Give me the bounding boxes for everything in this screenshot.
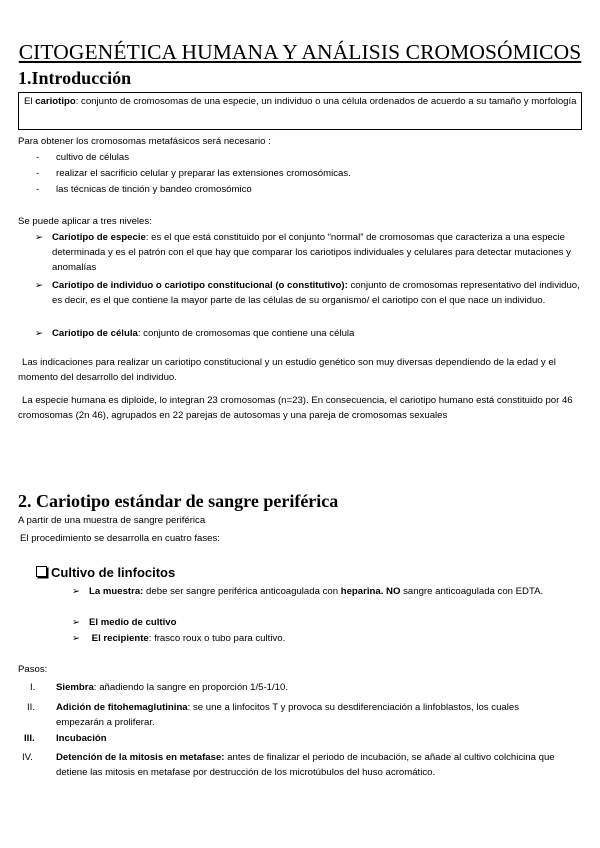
list-item: cultivo de células [56, 152, 130, 163]
phase-heading: Cultivo de linfocitos [36, 565, 175, 580]
list-item: Detención de la mitosis en metafase: antes de finalizar el periodo de incubación, se añade al cultivo colchicina que detiene las mitosis en metafase por destrucción de los microtúbulos del huso acromático. [56, 752, 555, 778]
definition-text: El cariotipo: conjunto de cromosomas de una especie, un individuo o una célula ordenados de acuerdo a su tamaño y morfología [24, 96, 577, 107]
section-1-heading: 1.Introducción [18, 68, 132, 88]
dash-marker: - [36, 168, 40, 179]
arrow-bullet-icon: ➢ [35, 328, 44, 339]
steps-label: Pasos: [18, 664, 48, 675]
section-2-procedure: El procedimiento se desarrolla en cuatro fases: [20, 533, 220, 544]
definition-term: cariotipo [35, 96, 76, 107]
section-2-heading: 2. Cariotipo estándar de sangre periférica [18, 491, 339, 511]
list-item: Incubación [56, 733, 107, 744]
paragraph-diploid: La especie humana es diploide, lo integran 23 cromosomas (n=23). En consecuencia, el cariotipo humano está constituido por 46 cromosomas (2n 46), agrupados en 22 parejas de autosomas y una pareja de cromosomas sexuales [18, 395, 573, 421]
list-item: Cariotipo de individuo o cariotipo constitucional (o constitutivo): conjunto de cromosomas representativo del individuo, es decir, es el que contiene la mayor parte de las células de su organismo/ el cariotipo con el que nace un individuo. [52, 280, 580, 306]
arrow-bullet-icon: ➢ [35, 232, 44, 243]
arrow-bullet-icon: ➢ [35, 280, 44, 291]
numeral: II. [27, 702, 35, 713]
list-item: El medio de cultivo [89, 617, 177, 628]
dash-marker: - [36, 184, 40, 195]
list-item: Siembra: añadiendo la sangre en proporción 1/5-1/10. [56, 682, 289, 693]
list-item: Cariotipo de célula: conjunto de cromosomas que contiene una célula [52, 328, 355, 339]
list-item: Cariotipo de especie: es el que está constituido por el conjunto “normal” de cromosomas que caracteriza a una especie determinada y es el patrón con el que hay que comparar los cariotipos individuales y celulares para detectar mutaciones y anomalías [52, 232, 571, 273]
arrow-bullet-icon: ➢ [72, 586, 81, 597]
arrow-bullet-icon: ➢ [72, 617, 81, 628]
list-item: realizar el sacrificio celular y preparar las extensiones cromosómicas. [56, 168, 351, 179]
metaphase-intro: Para obtener los cromosomas metafásicos será necesario : [18, 136, 271, 147]
list-item: las técnicas de tinción y bandeo cromosómico [56, 184, 252, 195]
numeral: IV. [22, 752, 33, 763]
section-2-intro: A partir de una muestra de sangre periférica [18, 515, 206, 526]
numeral: III. [24, 733, 35, 744]
document-title: CITOGENÉTICA HUMANA Y ANÁLISIS CROMOSÓMICOS [18, 40, 582, 64]
list-item: El recipiente: frasco roux o tubo para cultivo. [91, 633, 286, 644]
list-item: La muestra: debe ser sangre periférica anticoagulada con heparina. NO sangre anticoagulada con EDTA. [89, 586, 544, 597]
checkbox-bullet-icon [36, 566, 47, 577]
levels-intro: Se puede aplicar a tres niveles: [18, 216, 152, 227]
dash-marker: - [36, 152, 40, 163]
paragraph-indications: Las indicaciones para realizar un cariotipo constitucional y un estudio genético son muy diversas dependiendo de la edad y el momento del desarrollo del individuo. [18, 357, 556, 383]
list-item: Adición de fitohemaglutinina: se une a linfocitos T y provoca su desdiferenciación a linfoblastos, los cuales empezarán a proliferar. [56, 702, 520, 728]
numeral: I. [30, 682, 36, 693]
arrow-bullet-icon: ➢ [72, 633, 81, 644]
